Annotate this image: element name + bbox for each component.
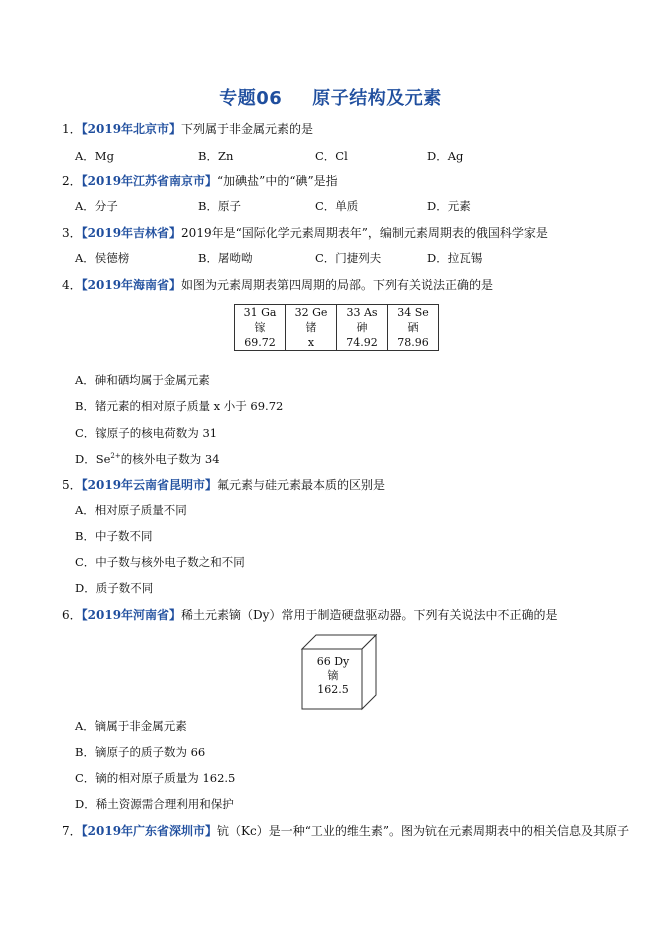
element-number-symbol: 66 Dy	[316, 655, 350, 668]
option-c[interactable]: C．镓原子的核电荷数为 31	[75, 426, 218, 440]
page-title	[0, 84, 661, 110]
question-source: 【2019年北京市】	[81, 122, 182, 136]
option-b[interactable]: B．镝原子的质子数为 66	[75, 745, 206, 759]
element-cell-dy	[303, 655, 363, 697]
question-stem: 钪（Kc）是一种“工业的维生素”。图为钪在元素周期表中的相关信息及其原子	[217, 824, 630, 838]
option-c[interactable]: C．Cl	[315, 149, 348, 163]
element-number-symbol: 31 Ga	[243, 306, 277, 319]
option-a[interactable]: A．分子	[75, 199, 118, 213]
element-name: 锗	[305, 321, 317, 334]
option-a[interactable]: A．相对原子质量不同	[75, 503, 187, 517]
question-1: 1．【2019年北京市】下列属于非金属元素的是	[62, 122, 314, 136]
element-name: 镝	[327, 669, 339, 682]
element-name: 硒	[407, 321, 419, 334]
question-stem: 氟元素与硅元素最本质的区别是	[217, 478, 386, 492]
element-number-symbol: 33 As	[346, 306, 378, 319]
option-a[interactable]: A．镝属于非金属元素	[75, 719, 187, 733]
element-mass: 162.5	[317, 683, 349, 696]
question-7: 7．【2019年广东省深圳市】钪（Kc）是一种“工业的维生素”。图为钪在元素周期表中的相关信息及其原子	[62, 824, 630, 838]
element-cell-ga	[235, 305, 286, 351]
question-2: 2．【2019年江苏省南京市】“加碘盐”中的“碘”是指	[62, 174, 338, 188]
question-1-options	[75, 148, 615, 164]
element-mass: 78.96	[397, 336, 429, 349]
question-stem: 2019年是“国际化学元素周期表年”，编制元素周期表的俄国科学家是	[181, 226, 548, 240]
ion-charge: 2+	[110, 452, 121, 461]
option-a[interactable]: A．砷和硒均属于金属元素	[75, 373, 210, 387]
element-number-symbol: 32 Ge	[294, 306, 328, 319]
question-5: 5．【2019年云南省昆明市】氟元素与硅元素最本质的区别是	[62, 478, 386, 492]
question-6: 6．【2019年河南省】稀土元素镝（Dy）常用于制造硬盘驱动器。下列有关说法中不正确的是	[62, 608, 558, 622]
question-4: 4．【2019年海南省】如图为元素周期表第四周期的局部。下列有关说法正确的是	[62, 278, 494, 292]
option-b[interactable]: B．屠呦呦	[198, 251, 253, 265]
element-mass: x	[307, 336, 315, 349]
question-source: 【2019年吉林省】	[81, 226, 182, 240]
element-cell-as	[337, 305, 388, 351]
question-source: 【2019年河南省】	[81, 608, 182, 622]
question-source: 【2019年广东省深圳市】	[81, 824, 218, 838]
option-d[interactable]: D．Ag	[427, 149, 464, 163]
option-d[interactable]: D．拉瓦锡	[427, 251, 483, 265]
option-a[interactable]: A．侯德榜	[75, 251, 130, 265]
element-name: 砷	[356, 321, 368, 334]
option-a[interactable]: A．Mg	[75, 149, 114, 163]
question-3: 3．【2019年吉林省】2019年是“国际化学元素周期表年”，编制元素周期表的俄国科学家是	[62, 226, 548, 240]
question-3-options	[75, 250, 615, 266]
question-stem: 下列属于非金属元素的是	[181, 122, 314, 136]
question-stem: 如图为元素周期表第四周期的局部。下列有关说法正确的是	[181, 278, 494, 292]
option-b[interactable]: B．Zn	[198, 149, 234, 163]
element-mass: 69.72	[244, 336, 276, 349]
option-d[interactable]: D．稀土资源需合理利用和保护	[75, 797, 234, 811]
title-subject: 原子结构及元素	[312, 88, 442, 109]
question-source: 【2019年江苏省南京市】	[81, 174, 218, 188]
element-number-symbol: 34 Se	[397, 306, 429, 319]
question-stem: “加碘盐”中的“碘”是指	[217, 174, 338, 188]
element-cell-se	[388, 305, 439, 351]
element-name: 镓	[254, 321, 266, 334]
question-source: 【2019年云南省昆明市】	[81, 478, 218, 492]
option-b[interactable]: B．中子数不同	[75, 529, 153, 543]
title-topic: 专题06	[219, 88, 283, 109]
option-b[interactable]: B．原子	[198, 199, 241, 213]
periodic-table-fragment	[234, 304, 439, 351]
question-source: 【2019年海南省】	[81, 278, 182, 292]
question-stem: 稀土元素镝（Dy）常用于制造硬盘驱动器。下列有关说法中不正确的是	[181, 608, 558, 622]
element-mass: 74.92	[346, 336, 378, 349]
option-c[interactable]: C．单质	[315, 199, 359, 213]
option-c[interactable]: C．中子数与核外电子数之和不同	[75, 555, 245, 569]
option-d[interactable]: D．$Se^{2+}$的核外电子数为 34	[75, 452, 220, 466]
option-d[interactable]: D．元素	[427, 199, 471, 213]
option-c[interactable]: C．镝的相对原子质量为 162.5	[75, 771, 236, 785]
element-cell-ge	[286, 305, 337, 351]
option-b[interactable]: B．锗元素的相对原子质量 x 小于 69.72	[75, 399, 284, 413]
option-d[interactable]: D．质子数不同	[75, 581, 154, 595]
option-c[interactable]: C．门捷列夫	[315, 251, 382, 265]
question-2-options	[75, 198, 615, 214]
